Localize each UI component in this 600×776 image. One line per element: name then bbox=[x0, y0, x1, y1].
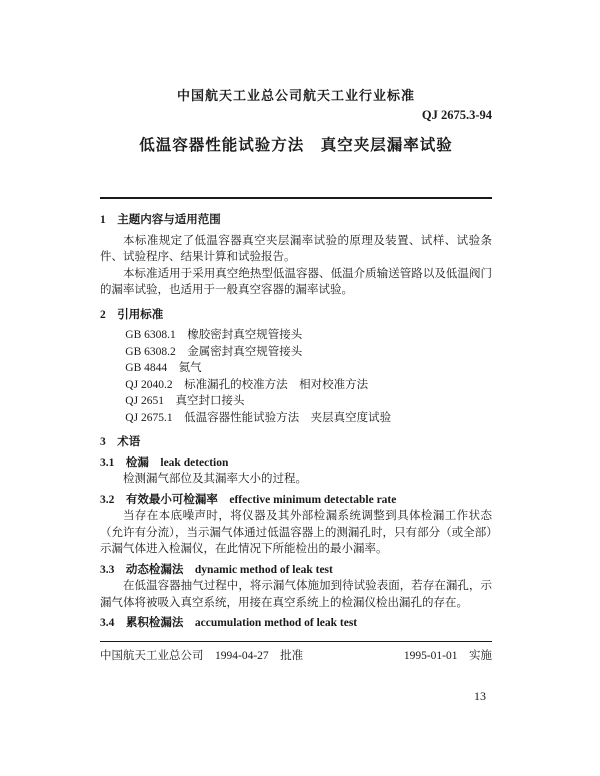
section-3-heading: 3 术语 bbox=[100, 436, 141, 448]
reference-item: GB 6308.2 金属密封真空规管接头 bbox=[125, 345, 303, 358]
term-heading: 3.4 累积检漏法 accumulation method of leak test bbox=[100, 617, 358, 629]
header-divider bbox=[100, 197, 492, 199]
footer-row bbox=[100, 647, 492, 663]
section-1-heading: 1 主题内容与适用范围 bbox=[100, 214, 221, 226]
standard-number: QJ 2675.3-94 bbox=[421, 108, 492, 122]
term-heading: 3.1 检漏 leak detection bbox=[100, 456, 229, 469]
footer-divider bbox=[100, 641, 492, 642]
section-2-heading: 2 引用标准 bbox=[100, 308, 164, 321]
term-definition: 检测漏气部位及其漏率大小的过程。 bbox=[123, 473, 307, 485]
document-footer bbox=[100, 641, 492, 704]
reference-item: GB 6308.1 橡胶密封真空规管接头 bbox=[125, 329, 303, 341]
reference-item: GB 4844 氦气 bbox=[125, 362, 202, 374]
reference-item: QJ 2675.1 低温容器性能试验方法 夹层真空度试验 bbox=[125, 411, 392, 424]
section-1-paragraph: 本标准适用于采用真空绝热型低温容器、低温介质输送管路以及低温阀门的漏率试验，也适用于一般真空容器的漏率试验。 bbox=[100, 267, 492, 296]
term-definition: 当存在本底噪声时，将仪器及其外部检漏系统调整到具体检漏工作状态（允许有分流），当示漏气体通过低温容器上的测漏孔时，只有部分（或全部）示漏气体进入检漏仪，在此情况下所能检出的最小漏率。 bbox=[100, 510, 492, 555]
term-heading: 3.2 有效最小可检漏率 effective minimum detectable rate bbox=[100, 493, 397, 506]
implementation-text: 1995-01-01 实施 bbox=[403, 650, 492, 662]
standard-org-line: 中国航天工业总公司航天工业行业标准 bbox=[176, 88, 415, 103]
approval-text: 中国航天工业总公司 1994-04-27 批准 bbox=[100, 650, 304, 662]
reference-item: QJ 2651 真空封口接头 bbox=[125, 395, 245, 407]
document-title: 低温容器性能试验方法 真空夹层漏率试验 bbox=[139, 137, 453, 154]
reference-item: QJ 2040.2 标准漏孔的校准方法 相对校准方法 bbox=[125, 378, 369, 391]
term-definition: 在低温容器抽气过程中，将示漏气体施加到待试验表面，若存在漏孔，示漏气体将被吸入真空系统，用接在真空系统上的检漏仪检出漏孔的存在。 bbox=[100, 580, 492, 609]
page-number: 13 bbox=[474, 689, 486, 703]
section-1-paragraph: 本标准规定了低温容器真空夹层漏率试验的原理及装置、试样、试验条件、试验程序、结果计算和试验报告。 bbox=[100, 234, 492, 263]
term-heading: 3.3 动态检漏法 dynamic method of leak test bbox=[100, 563, 333, 576]
document-content bbox=[100, 85, 492, 632]
document-body bbox=[100, 212, 492, 632]
